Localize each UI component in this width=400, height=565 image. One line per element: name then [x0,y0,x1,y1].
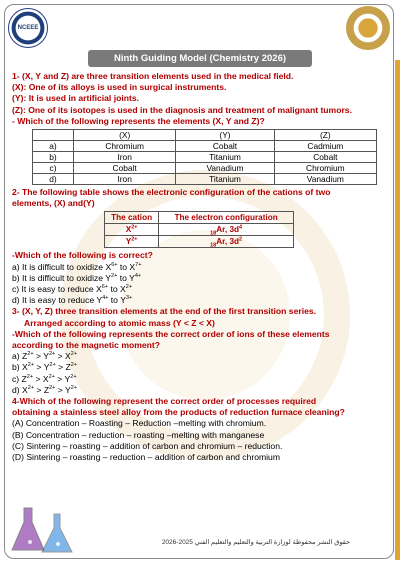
table-row: d) Iron Titanium Vanadium [33,174,377,185]
nceee-logo: NCEEE [8,8,48,48]
q3-stem-line1: 3- (X, Y, Z) three transition elements at the end of the first transition series. [12,306,317,317]
q4-stem-line1: 4-Which of the following represent the correct order of processes required [12,396,317,407]
table-row: The cation The electron configuration [105,212,294,224]
q3-stem-line2: Arranged according to atomic mass (Y < Z < X) [24,317,215,328]
table-row: b) Iron Titanium Cobalt [33,152,377,163]
decorative-sidebar [395,60,400,560]
q2-option-d: d) It is easy to reduce $Y^{4+}$ to $Y^{3+}$ [12,295,133,306]
q2-stem-line2: elements, (X) and(Y) [12,198,95,209]
table-row: (X) (Y) (Z) [33,130,377,141]
flask-illustration [10,500,90,560]
q3-question-line2: according to the magnetic moment? [12,340,161,351]
q4-option-b: (B) Concentration – reduction – roasting –melting with manganese [12,429,265,440]
q1-options-table [32,129,377,185]
q3-option-b: b) $X^{2+} > Y^{2+} > Z^{2+}$ [12,362,78,373]
q4-option-c: (C) Sintering – roasting – addition of carbon and chromium – reduction. [12,440,283,451]
q4-option-a: (A) Concentration – Roasting – Reduction –melting with chromium. [12,418,267,429]
q4-option-d: (D) Sintering – roasting – reduction – addition of carbon and chromium [12,452,280,463]
table-row: $X^{2+}$ $_{18}$Ar, $3d^4$ [105,224,294,236]
ministry-emblem-logo [346,6,390,50]
q1-y-line: (Y): It is used in artificial joints. [12,93,140,104]
q2-stem-line1: 2- The following table shows the electronic configuration of the cations of two [12,187,331,198]
q3-option-d: d) $X^{2+} > Z^{2+} > Y^{2+}$ [12,384,78,395]
q2-option-c: c) It is easy to reduce $X^{6+}$ to $X^{2+}$ [12,284,133,295]
table-row: c) Cobalt Vanadium Chromium [33,163,377,174]
q2-option-b: b) It is difficult to oxidize $Y^{2+}$ to $Y^{4+}$ [12,272,142,283]
q4-stem-line2: obtaining a stainless steel alloy from the products of reduction furnace cleaning? [12,407,345,418]
q1-z-line: (Z): One of its isotopes is used in the diagnosis and treatment of malignant tumors. [12,104,352,115]
q1-question: - Which of the following represents the elements (X, Y and Z)? [12,115,265,126]
copyright-footer: حقوق النشر محفوظة لوزارة التربية والتعليم والتعليم الفني 2025-2026 [161,539,350,546]
q1-stem: 1- (X, Y and Z) are three transition elements used in the medical field. [12,71,294,81]
q1-x-line: (X): One of its alloys is used in surgical instruments. [12,82,227,93]
q2-option-a: a) It is difficult to oxidize $X^{6+}$ to $X^{7+}$ [12,261,142,272]
q3-question-line1: -Which of the following represents the correct order of ions of these elements [12,328,330,339]
q3-option-a: a) $Z^{2+} > Y^{2+} > X^{2+}$ [12,351,78,362]
q3-option-c: c) $Z^{2+} > X^{2+} > Y^{2+}$ [12,373,77,384]
table-row: a) Chromium Cobalt Cadmium [33,141,377,152]
q2-config-table [104,211,294,248]
page-title: Ninth Guiding Model (Chemistry 2026) [88,50,312,67]
table-row: $Y^{2+}$ $_{18}$Ar, $3d^2$ [105,236,294,248]
questions-body [12,71,384,463]
q2-question: -Which of the following is correct? [12,250,153,261]
